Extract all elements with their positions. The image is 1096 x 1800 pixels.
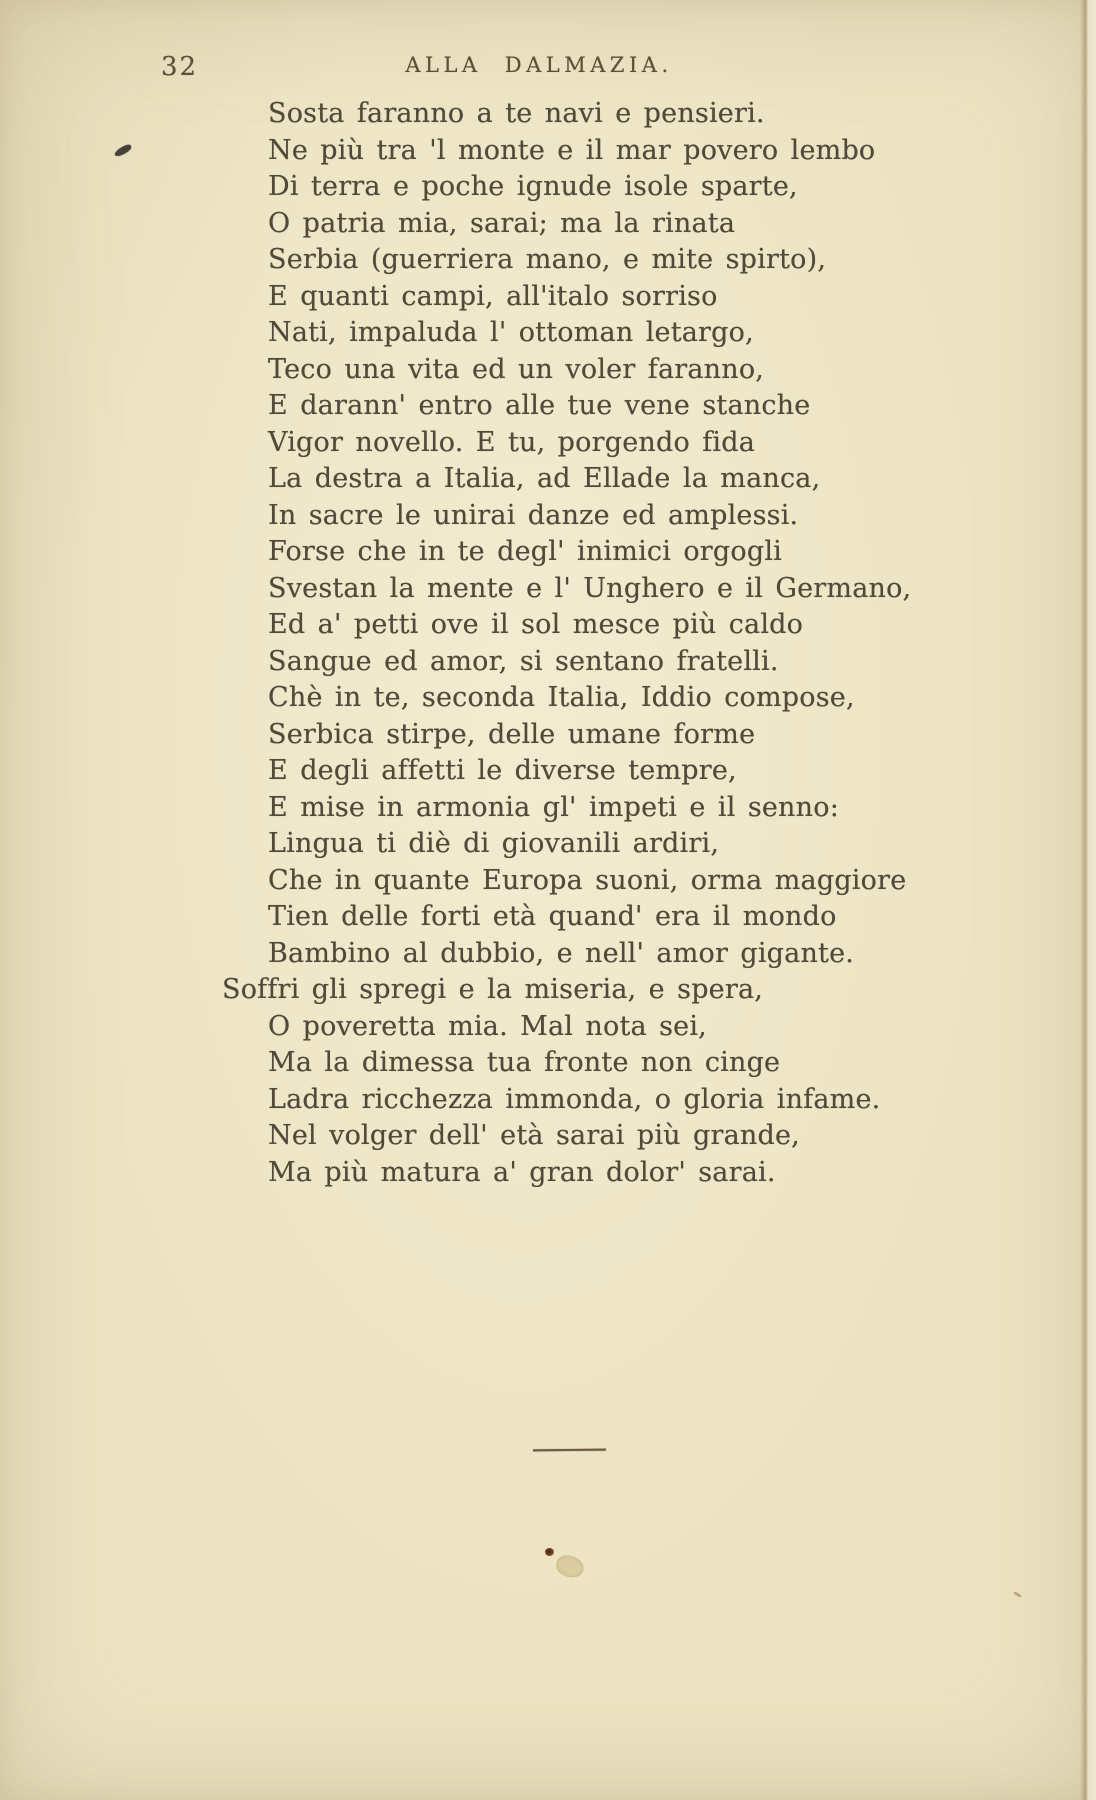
ink-speck	[113, 143, 132, 158]
poem-line: E mise in armonia gl' impeti e il senno:	[268, 791, 839, 823]
paper-stain	[554, 1553, 586, 1580]
running-header: ALLA DALMAZIA.	[405, 53, 673, 77]
poem-line: Ed a' petti ove il sol mesce più caldo	[268, 609, 804, 640]
poem-line: Sangue ed amor, si sentano fratelli.	[268, 645, 779, 677]
poem-line: Serbia (guerriera mano, e mite spirto),	[268, 244, 827, 275]
poem-line: O patria mia, sarai; ma la rinata	[268, 207, 736, 239]
poem-line: O poveretta mia. Mal nota sei,	[268, 1010, 707, 1042]
poem-line: E quanti campi, all'italo sorriso	[268, 280, 718, 312]
poem-line: Soffri gli spregi e la miseria, e spera,	[222, 974, 764, 1005]
page-number: 32	[161, 52, 199, 82]
poem-line: Di terra e poche ignude isole sparte,	[268, 171, 798, 202]
section-divider	[533, 1449, 606, 1452]
ink-speck	[545, 1548, 554, 1556]
poem-line: Svestan la mente e l' Unghero e il Germano,	[268, 572, 912, 604]
poem-line: Ma più matura a' gran dolor' sarai.	[268, 1156, 776, 1188]
poem-line: Nel volger dell' età sarai più grande,	[268, 1120, 800, 1151]
poem-line: Sosta faranno a te navi e pensieri.	[268, 98, 765, 129]
poem-line: Forse che in te degl' inimici orgogli	[268, 536, 783, 567]
poem-line: Serbica stirpe, delle umane forme	[268, 718, 756, 750]
poem-line: Che in quante Europa suoni, orma maggiore	[268, 864, 907, 896]
poem-line: Nati, impaluda l' ottoman letargo,	[268, 317, 754, 348]
poem-line: Chè in te, seconda Italia, Iddio compose,	[268, 682, 855, 713]
poem-line: E degli affetti le diverse tempre,	[268, 755, 737, 786]
poem-line: Lingua ti diè di giovanili ardiri,	[268, 828, 720, 859]
poem-line: Vigor novello. E tu, porgendo fida	[268, 426, 756, 458]
poem-line: Tien delle forti età quand' era il mondo	[268, 901, 837, 932]
poem-line: Teco una vita ed un voler faranno,	[268, 353, 765, 385]
poem-line: La destra a Italia, ad Ellade la manca,	[268, 463, 821, 494]
poem-line: E darann' entro alle tue vene stanche	[268, 390, 811, 421]
poem-line: Ma la dimessa tua fronte non cinge	[268, 1047, 781, 1078]
page-edge-shadow	[1080, 0, 1096, 1800]
poem-body	[222, 96, 1056, 1191]
poem-line: Ladra ricchezza immonda, o gloria infame.	[268, 1083, 881, 1115]
poem-line: In sacre le unirai danze ed amplessi.	[268, 499, 799, 531]
paper-fleck	[1013, 1591, 1022, 1598]
poem-line: Bambino al dubbio, e nell' amor gigante.	[268, 937, 855, 969]
poem-line: Ne più tra 'l monte e il mar povero lembo	[268, 134, 876, 166]
